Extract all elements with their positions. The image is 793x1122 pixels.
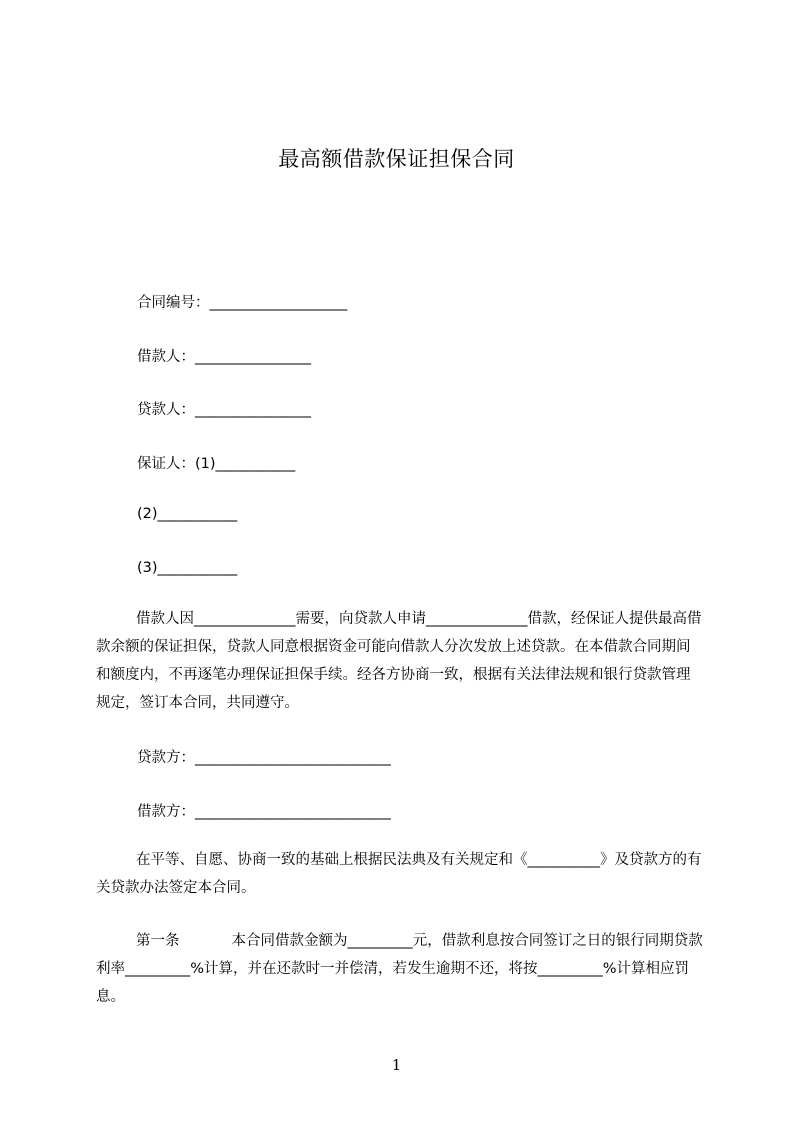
article-1-label: 第一条 xyxy=(136,933,180,949)
document-title: 最高额借款保证担保合同 xyxy=(278,147,515,171)
intro-paragraph xyxy=(96,605,703,717)
lender-field: 贷款人：________________ xyxy=(137,402,311,418)
contract-number-field: 合同编号：___________________ xyxy=(137,295,348,311)
guarantor-field-3: (3)___________ xyxy=(137,560,238,576)
borrower-field: 借款人：________________ xyxy=(137,349,311,365)
intro-paragraph-text: 借款人因______________需要，向贷款人申请______________借款，经保证人提供最高借款余额的保证担保，贷款人同意根据资金可能向借款人分次发放上述贷款。在本借款合同期间和额度内，不再逐笔办理保证担保手续。经各方协商一致，根据有关法律法规和银行贷款管理规定，签订本合同，共同遵守。 xyxy=(96,611,702,711)
party-lender-field: 贷款方：___________________________ xyxy=(137,750,391,766)
guarantor-field-2: (2)___________ xyxy=(137,506,238,522)
basis-paragraph xyxy=(96,846,703,902)
basis-paragraph-text: 在平等、自愿、协商一致的基础上根据民法典及有关规定和《__________》及贷款方的有关贷款办法签定本合同。 xyxy=(96,852,702,896)
article-1 xyxy=(96,927,703,1011)
party-borrower-field: 借款方：___________________________ xyxy=(137,804,391,820)
guarantor-field-1: 保证人：(1)___________ xyxy=(137,456,296,472)
article-1-content xyxy=(96,927,703,1011)
article-1-text: 本合同借款金额为_________元，借款利息按合同签订之日的银行同期贷款利率_________%计算，并在还款时一并偿清，若发生逾期不还，将按_________%计算相应罚息。 xyxy=(96,933,703,1005)
page-number: 1 xyxy=(391,1056,402,1074)
